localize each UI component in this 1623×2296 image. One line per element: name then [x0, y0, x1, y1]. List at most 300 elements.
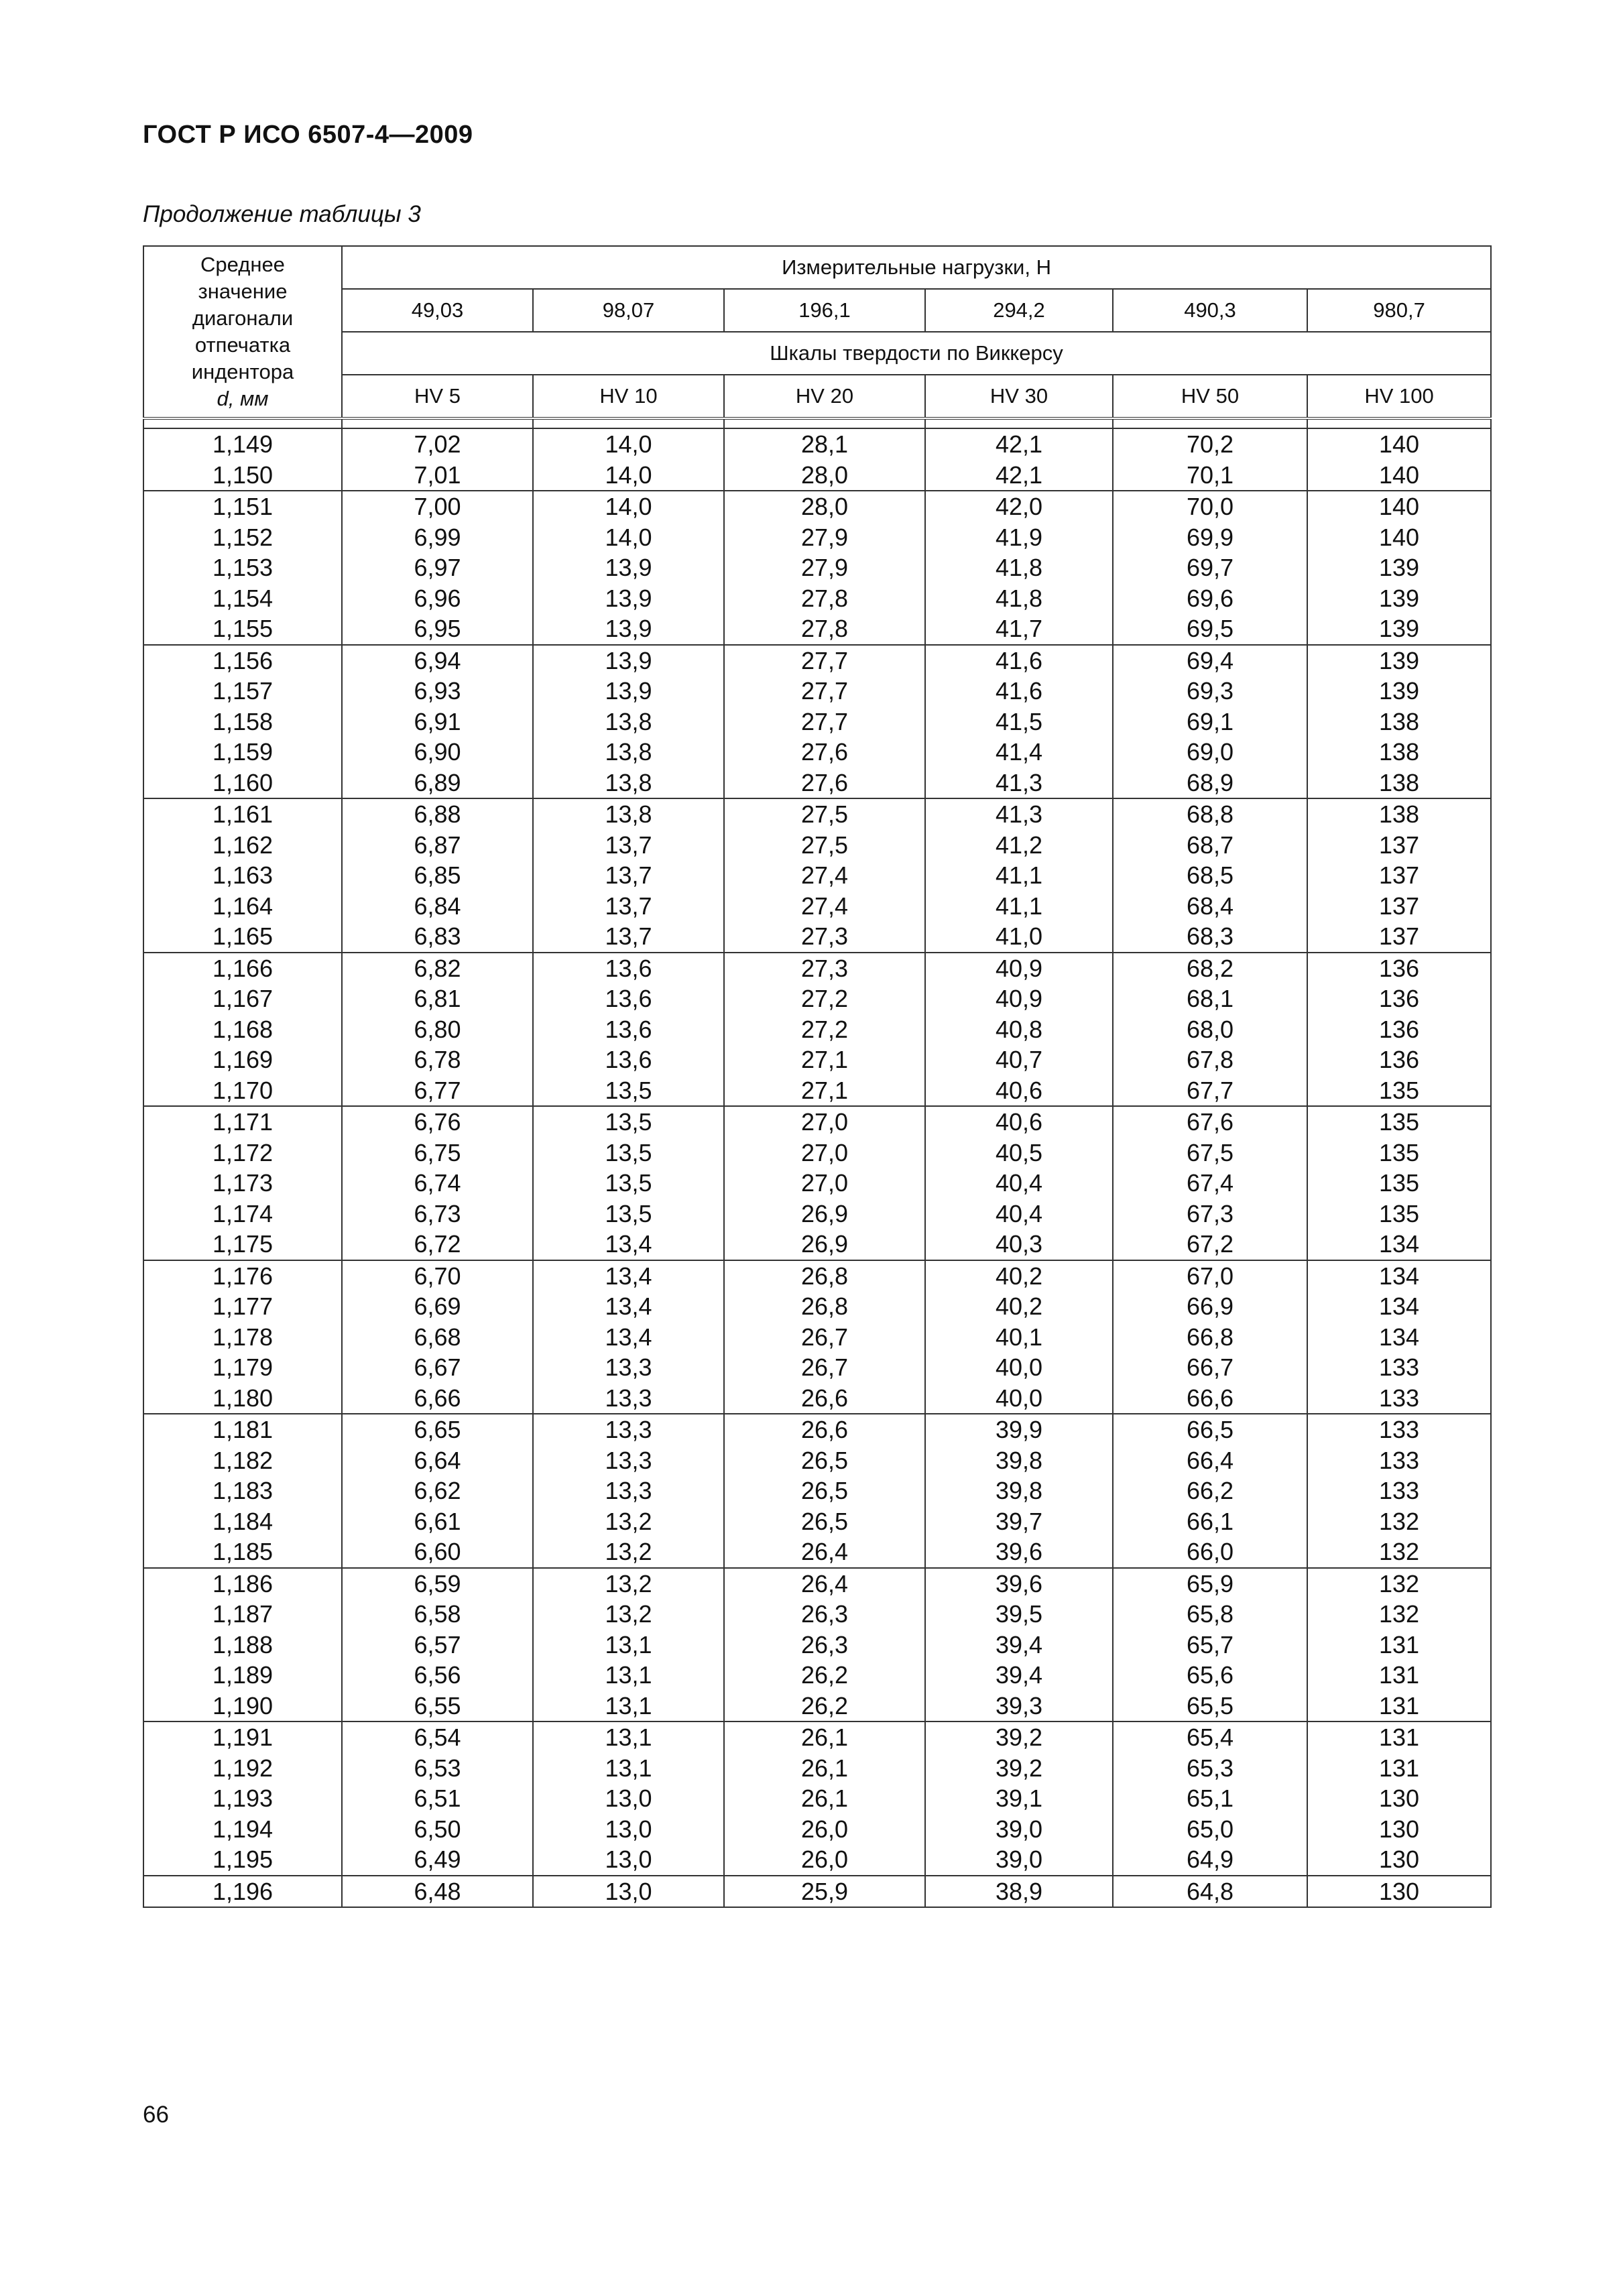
hardness-value: 66,0: [1186, 1538, 1234, 1565]
hardness-value: 39,2: [995, 1724, 1043, 1751]
hardness-value: 7,01: [414, 461, 461, 489]
document-header: ГОСТ Р ИСО 6507-4—2009: [143, 121, 473, 149]
hardness-value: 131: [1378, 1630, 1420, 1658]
hardness-cell: [342, 428, 533, 491]
scale-header: HV 5: [342, 375, 533, 418]
hardness-value: 66,9: [1186, 1292, 1234, 1320]
hardness-cell: [1113, 953, 1307, 1107]
hardness-cell: [1307, 1106, 1491, 1260]
table-row-group: [143, 1414, 1491, 1568]
hardness-value: 137: [1378, 861, 1420, 889]
hardness-value: 136: [1378, 985, 1420, 1012]
hardness-cell: [533, 1260, 724, 1414]
hardness-value: 26,8: [800, 1292, 849, 1320]
diagonal-value: 1,173: [212, 1169, 274, 1197]
hardness-value: 13,9: [605, 615, 652, 642]
diagonal-value: 1,185: [212, 1538, 274, 1565]
hardness-cell: [342, 1876, 533, 1908]
hardness-value: 41,1: [995, 861, 1043, 889]
hardness-cell: [1113, 1568, 1307, 1722]
hardness-value: 13,3: [605, 1384, 652, 1412]
hardness-value: 69,1: [1186, 707, 1234, 735]
hardness-value: 66,4: [1186, 1446, 1234, 1474]
hardness-value: 13,3: [605, 1446, 652, 1474]
diagonal-value: 1,189: [212, 1661, 274, 1689]
hardness-cell: [533, 1414, 724, 1568]
hardness-value: 138: [1378, 768, 1420, 796]
diagonal-value: 1,186: [212, 1569, 274, 1597]
hardness-value: 14,0: [605, 493, 652, 520]
hardness-cell: [925, 953, 1113, 1107]
separator-cell: [533, 418, 724, 428]
hardness-value: 13,0: [605, 1877, 652, 1905]
header-separator-row: [143, 418, 1491, 428]
hardness-value: 13,6: [605, 1015, 652, 1043]
load-value-header: 49,03: [342, 289, 533, 332]
hardness-value: 39,4: [995, 1630, 1043, 1658]
table-row-group: [143, 491, 1491, 645]
hardness-value: 14,0: [605, 523, 652, 551]
hardness-cell: [925, 645, 1113, 799]
load-value-header: 196,1: [724, 289, 925, 332]
diagonal-value: 1,178: [212, 1323, 274, 1351]
scale-header: HV 50: [1113, 375, 1307, 418]
hardness-cell: [1307, 491, 1491, 645]
hardness-value: 139: [1378, 584, 1420, 612]
hardness-value: 6,48: [414, 1877, 461, 1905]
hardness-value: 41,6: [995, 646, 1043, 674]
hardness-value: 133: [1378, 1446, 1420, 1474]
hardness-value: 6,76: [414, 1108, 461, 1136]
hardness-value: 40,6: [995, 1076, 1043, 1104]
hardness-value: 66,1: [1186, 1507, 1234, 1535]
hardness-value: 26,1: [800, 1785, 849, 1812]
diagonal-header-line: индентора: [191, 360, 294, 383]
hardness-value: 6,77: [414, 1076, 461, 1104]
hardness-value: 6,97: [414, 554, 461, 581]
hardness-value: 27,9: [800, 523, 849, 551]
hardness-value: 41,3: [995, 768, 1043, 796]
diagonal-value: 1,195: [212, 1846, 274, 1873]
hardness-value: 64,9: [1186, 1846, 1234, 1873]
diagonal-value: 1,169: [212, 1046, 274, 1073]
hardness-value: 68,0: [1186, 1015, 1234, 1043]
diagonal-value: 1,170: [212, 1076, 274, 1104]
diagonal-header-line: отпечатка: [194, 333, 291, 357]
hardness-value: 134: [1378, 1230, 1420, 1258]
diagonal-value: 1,161: [212, 800, 274, 828]
hardness-value: 68,5: [1186, 861, 1234, 889]
hardness-value: 27,1: [800, 1046, 849, 1073]
hardness-value: 40,5: [995, 1138, 1043, 1166]
hardness-value: 67,0: [1186, 1262, 1234, 1290]
hardness-value: 6,88: [414, 800, 461, 828]
hardness-cell: [724, 645, 925, 799]
hardness-value: 40,8: [995, 1015, 1043, 1043]
scales-header: Шкалы твердости по Виккерсу: [342, 332, 1491, 375]
hardness-value: 138: [1378, 707, 1420, 735]
hardness-value: 28,1: [800, 430, 849, 458]
hardness-cell: [1307, 1568, 1491, 1722]
hardness-cell: [1113, 798, 1307, 953]
hardness-value: 137: [1378, 892, 1420, 920]
diagonal-value: 1,152: [212, 523, 274, 551]
hardness-cell: [925, 1721, 1113, 1876]
hardness-value: 40,2: [995, 1262, 1043, 1290]
hardness-value: 13,9: [605, 554, 652, 581]
hardness-value: 27,0: [800, 1108, 849, 1136]
hardness-value: 68,7: [1186, 831, 1234, 859]
hardness-value: 65,3: [1186, 1754, 1234, 1782]
hardness-value: 39,4: [995, 1661, 1043, 1689]
table-row-group: [143, 1260, 1491, 1414]
hardness-cell: [925, 491, 1113, 645]
hardness-value: 28,0: [800, 493, 849, 520]
hardness-value: 70,0: [1186, 493, 1234, 520]
hardness-value: 130: [1378, 1815, 1420, 1843]
hardness-value: 41,9: [995, 523, 1043, 551]
hardness-value: 13,8: [605, 768, 652, 796]
diagonal-value: 1,182: [212, 1446, 274, 1474]
hardness-value: 26,4: [800, 1569, 849, 1597]
diagonal-cell: [143, 645, 342, 799]
diagonal-cell: [143, 1260, 342, 1414]
hardness-value: 6,74: [414, 1169, 461, 1197]
hardness-value: 42,0: [995, 493, 1043, 520]
diagonal-value: 1,196: [212, 1877, 274, 1905]
hardness-value: 130: [1378, 1846, 1420, 1873]
scale-header: HV 30: [925, 375, 1113, 418]
hardness-value: 133: [1378, 1353, 1420, 1381]
hardness-value: 42,1: [995, 430, 1043, 458]
hardness-value: 66,6: [1186, 1384, 1234, 1412]
hardness-cell: [724, 1568, 925, 1722]
hardness-value: 67,8: [1186, 1046, 1234, 1073]
hardness-value: 42,1: [995, 461, 1043, 489]
hardness-value: 26,5: [800, 1507, 849, 1535]
hardness-value: 69,0: [1186, 738, 1234, 766]
hardness-value: 69,9: [1186, 523, 1234, 551]
hardness-cell: [1307, 798, 1491, 953]
hardness-cell: [533, 428, 724, 491]
diagonal-header-line: Среднее: [200, 253, 285, 276]
hardness-value: 39,8: [995, 1477, 1043, 1504]
hardness-value: 132: [1378, 1507, 1420, 1535]
hardness-value: 131: [1378, 1754, 1420, 1782]
diagonal-value: 1,159: [212, 738, 274, 766]
hardness-value: 13,9: [605, 646, 652, 674]
hardness-cell: [1113, 1414, 1307, 1568]
hardness-value: 6,94: [414, 646, 461, 674]
hardness-cell: [342, 798, 533, 953]
hardness-value: 26,0: [800, 1815, 849, 1843]
separator-cell: [724, 418, 925, 428]
diagonal-header-line: диагонали: [192, 306, 294, 330]
hardness-value: 138: [1378, 800, 1420, 828]
page-number: 66: [143, 2102, 169, 2128]
hardness-cell: [1113, 1260, 1307, 1414]
diagonal-cell: [143, 953, 342, 1107]
hardness-value: 40,0: [995, 1353, 1043, 1381]
separator-cell: [1307, 418, 1491, 428]
hardness-value: 13,2: [605, 1569, 652, 1597]
diagonal-value: 1,150: [212, 461, 274, 489]
diagonal-header-cell: [143, 246, 342, 418]
hardness-value: 135: [1378, 1169, 1420, 1197]
hardness-value: 41,8: [995, 554, 1043, 581]
hardness-value: 135: [1378, 1199, 1420, 1227]
hardness-value: 38,9: [995, 1877, 1043, 1905]
hardness-value: 130: [1378, 1785, 1420, 1812]
hardness-value: 41,4: [995, 738, 1043, 766]
hardness-value: 13,9: [605, 584, 652, 612]
table-row-group: [143, 428, 1491, 491]
table-caption: Продолжение таблицы 3: [143, 201, 421, 227]
hardness-value: 6,85: [414, 861, 461, 889]
hardness-value: 27,3: [800, 954, 849, 982]
hardness-value: 41,1: [995, 892, 1043, 920]
diagonal-value: 1,165: [212, 922, 274, 950]
hardness-cell: [724, 1106, 925, 1260]
hardness-value: 27,0: [800, 1138, 849, 1166]
diagonal-value: 1,149: [212, 430, 274, 458]
hardness-value: 13,9: [605, 677, 652, 705]
hardness-value: 39,1: [995, 1785, 1043, 1812]
diagonal-value: 1,187: [212, 1600, 274, 1628]
table-row-group: [143, 1106, 1491, 1260]
hardness-value: 6,54: [414, 1724, 461, 1751]
hardness-cell: [1113, 491, 1307, 645]
hardness-cell: [1307, 1721, 1491, 1876]
hardness-cell: [925, 1414, 1113, 1568]
diagonal-value: 1,171: [212, 1108, 274, 1136]
hardness-value: 65,1: [1186, 1785, 1234, 1812]
diagonal-cell: [143, 491, 342, 645]
hardness-value: 67,7: [1186, 1076, 1234, 1104]
hardness-value: 13,5: [605, 1199, 652, 1227]
hardness-value: 6,78: [414, 1046, 461, 1073]
hardness-value: 13,7: [605, 922, 652, 950]
diagonal-value: 1,191: [212, 1724, 274, 1751]
hardness-value: 25,9: [800, 1877, 849, 1905]
diagonal-value: 1,180: [212, 1384, 274, 1412]
hardness-value: 39,7: [995, 1507, 1043, 1535]
hardness-value: 134: [1378, 1323, 1420, 1351]
hardness-value: 134: [1378, 1292, 1420, 1320]
hardness-cell: [1113, 1876, 1307, 1908]
diagonal-value: 1,183: [212, 1477, 274, 1504]
hardness-cell: [533, 1876, 724, 1908]
hardness-value: 6,87: [414, 831, 461, 859]
diagonal-value: 1,153: [212, 554, 274, 581]
hardness-value: 66,5: [1186, 1416, 1234, 1443]
hardness-cell: [724, 1876, 925, 1908]
table-row-group: [143, 1568, 1491, 1722]
diagonal-value: 1,157: [212, 677, 274, 705]
hardness-cell: [724, 1260, 925, 1414]
hardness-cell: [925, 1568, 1113, 1722]
hardness-value: 40,7: [995, 1046, 1043, 1073]
table-row-group: [143, 645, 1491, 799]
hardness-value: 68,4: [1186, 892, 1234, 920]
hardness-value: 27,2: [800, 985, 849, 1012]
hardness-value: 27,7: [800, 646, 849, 674]
diagonal-value: 1,160: [212, 768, 274, 796]
hardness-value: 41,0: [995, 922, 1043, 950]
hardness-value: 13,8: [605, 800, 652, 828]
hardness-value: 40,2: [995, 1292, 1043, 1320]
hardness-value: 27,1: [800, 1076, 849, 1104]
hardness-value: 135: [1378, 1108, 1420, 1136]
hardness-value: 6,96: [414, 584, 461, 612]
hardness-value: 13,0: [605, 1785, 652, 1812]
hardness-value: 6,84: [414, 892, 461, 920]
hardness-cell: [724, 798, 925, 953]
hardness-value: 13,2: [605, 1538, 652, 1565]
diagonal-cell: [143, 1876, 342, 1908]
hardness-value: 131: [1378, 1691, 1420, 1719]
scale-header: HV 20: [724, 375, 925, 418]
hardness-value: 26,2: [800, 1691, 849, 1719]
diagonal-header-line: значение: [198, 280, 288, 303]
hardness-cell: [342, 645, 533, 799]
hardness-value: 69,7: [1186, 554, 1234, 581]
hardness-value: 13,8: [605, 707, 652, 735]
hardness-value: 27,7: [800, 707, 849, 735]
hardness-value: 65,4: [1186, 1724, 1234, 1751]
hardness-value: 6,57: [414, 1630, 461, 1658]
hardness-value: 41,8: [995, 584, 1043, 612]
hardness-value: 66,8: [1186, 1323, 1234, 1351]
hardness-value: 135: [1378, 1138, 1420, 1166]
hardness-cell: [342, 1721, 533, 1876]
table-row-group: [143, 953, 1491, 1107]
hardness-value: 132: [1378, 1538, 1420, 1565]
diagonal-value: 1,192: [212, 1754, 274, 1782]
diagonal-value: 1,166: [212, 954, 274, 982]
hardness-value: 40,1: [995, 1323, 1043, 1351]
hardness-value: 40,4: [995, 1199, 1043, 1227]
diagonal-value: 1,177: [212, 1292, 274, 1320]
diagonal-value: 1,168: [212, 1015, 274, 1043]
hardness-table: [143, 245, 1492, 1908]
hardness-value: 139: [1378, 677, 1420, 705]
hardness-value: 13,4: [605, 1323, 652, 1351]
hardness-cell: [1307, 645, 1491, 799]
hardness-value: 134: [1378, 1262, 1420, 1290]
hardness-value: 133: [1378, 1384, 1420, 1412]
hardness-value: 27,6: [800, 768, 849, 796]
hardness-value: 13,4: [605, 1230, 652, 1258]
hardness-value: 13,7: [605, 861, 652, 889]
hardness-value: 14,0: [605, 430, 652, 458]
hardness-value: 66,2: [1186, 1477, 1234, 1504]
hardness-cell: [724, 1721, 925, 1876]
load-value-header: 980,7: [1307, 289, 1491, 332]
load-value-header: 490,3: [1113, 289, 1307, 332]
hardness-cell: [925, 428, 1113, 491]
hardness-value: 68,8: [1186, 800, 1234, 828]
hardness-value: 13,0: [605, 1815, 652, 1843]
hardness-value: 41,6: [995, 677, 1043, 705]
hardness-value: 6,56: [414, 1661, 461, 1689]
hardness-value: 13,5: [605, 1108, 652, 1136]
hardness-cell: [1307, 1414, 1491, 1568]
hardness-value: 70,2: [1186, 430, 1234, 458]
hardness-value: 131: [1378, 1661, 1420, 1689]
hardness-value: 6,83: [414, 922, 461, 950]
hardness-value: 6,82: [414, 954, 461, 982]
hardness-value: 6,66: [414, 1384, 461, 1412]
hardness-value: 67,2: [1186, 1230, 1234, 1258]
load-value-header: 98,07: [533, 289, 724, 332]
hardness-value: 39,8: [995, 1446, 1043, 1474]
hardness-value: 26,3: [800, 1630, 849, 1658]
hardness-value: 13,5: [605, 1169, 652, 1197]
hardness-value: 65,5: [1186, 1691, 1234, 1719]
hardness-value: 138: [1378, 738, 1420, 766]
hardness-value: 39,0: [995, 1846, 1043, 1873]
hardness-cell: [1307, 1260, 1491, 1414]
hardness-cell: [342, 491, 533, 645]
hardness-cell: [342, 1414, 533, 1568]
hardness-value: 26,5: [800, 1477, 849, 1504]
hardness-cell: [925, 1106, 1113, 1260]
diagonal-header-line: d, мм: [217, 387, 269, 410]
diagonal-value: 1,179: [212, 1353, 274, 1381]
hardness-cell: [342, 1260, 533, 1414]
hardness-value: 131: [1378, 1724, 1420, 1751]
hardness-value: 69,4: [1186, 646, 1234, 674]
diagonal-cell: [143, 1568, 342, 1722]
hardness-value: 6,90: [414, 738, 461, 766]
hardness-value: 26,1: [800, 1754, 849, 1782]
separator-cell: [342, 418, 533, 428]
separator-cell: [143, 418, 342, 428]
diagonal-value: 1,162: [212, 831, 274, 859]
hardness-value: 135: [1378, 1076, 1420, 1104]
hardness-cell: [533, 491, 724, 645]
hardness-value: 7,02: [414, 430, 461, 458]
hardness-value: 6,55: [414, 1691, 461, 1719]
hardness-value: 6,68: [414, 1323, 461, 1351]
hardness-value: 140: [1378, 523, 1420, 551]
hardness-value: 13,1: [605, 1754, 652, 1782]
hardness-value: 139: [1378, 646, 1420, 674]
hardness-value: 69,5: [1186, 615, 1234, 642]
hardness-cell: [1113, 1721, 1307, 1876]
hardness-cell: [925, 1260, 1113, 1414]
hardness-value: 27,0: [800, 1169, 849, 1197]
hardness-value: 6,61: [414, 1507, 461, 1535]
table-row-group: [143, 798, 1491, 953]
hardness-cell: [724, 953, 925, 1107]
hardness-value: 6,59: [414, 1569, 461, 1597]
hardness-value: 6,69: [414, 1292, 461, 1320]
hardness-value: 13,6: [605, 1046, 652, 1073]
hardness-value: 39,3: [995, 1691, 1043, 1719]
hardness-cell: [1113, 645, 1307, 799]
hardness-value: 13,4: [605, 1292, 652, 1320]
hardness-value: 13,7: [605, 831, 652, 859]
hardness-value: 13,1: [605, 1630, 652, 1658]
hardness-value: 67,4: [1186, 1169, 1234, 1197]
hardness-value: 6,60: [414, 1538, 461, 1565]
hardness-value: 27,8: [800, 615, 849, 642]
hardness-cell: [724, 1414, 925, 1568]
hardness-value: 6,72: [414, 1230, 461, 1258]
hardness-value: 6,75: [414, 1138, 461, 1166]
